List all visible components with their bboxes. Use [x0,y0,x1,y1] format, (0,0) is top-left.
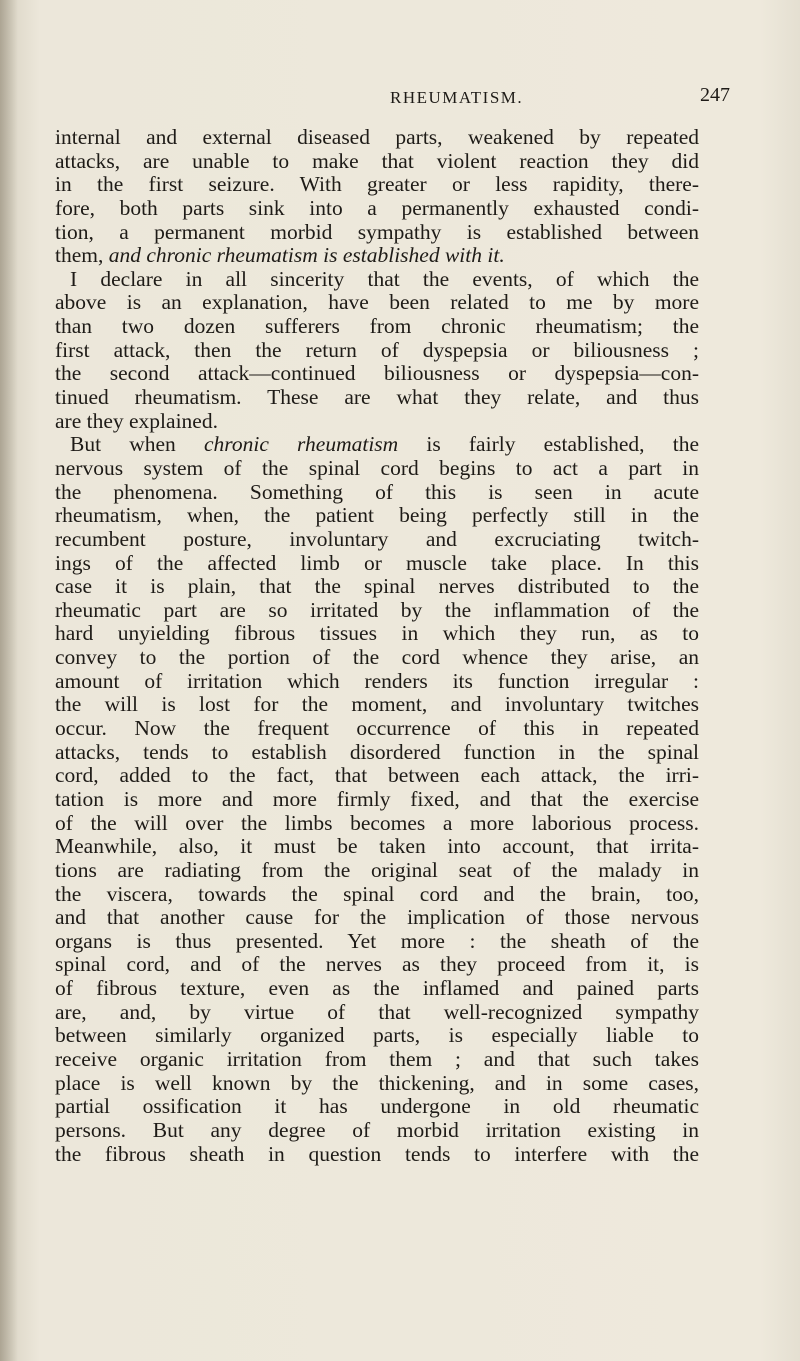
text-segment: is fairly established, the [398,432,699,457]
text-line: amount of irritation which renders its function irregular : [55,668,699,693]
text-line: in the first seizure. With greater or less rapidity, there- [55,172,699,197]
text-line [55,433,699,457]
running-title: RHEUMATISM. [390,88,524,107]
text-line: persons. But any degree of morbid irritation existing in [55,1117,699,1142]
text-line: are, and, by virtue of that well-recognized sympathy [55,999,699,1024]
text-line: place is well known by the thickening, and in some cases, [55,1070,699,1095]
text-line: hard unyielding fibrous tissues in which they run, as to [55,621,699,646]
body-text [55,126,699,1166]
text-line: recumbent posture, involuntary and excruciating twitch- [55,526,699,551]
italic-segment: and chronic rheumatism is established with it. [108,243,505,268]
text-line: rheumatic part are so irritated by the inflammation of the [55,597,699,622]
text-line: cord, added to the fact, that between each attack, the irri- [55,763,699,788]
text-line: between similarly organized parts, is especially liable to [55,1023,699,1048]
italic-segment: chronic rheumatism [204,432,399,457]
page-number: 247 [700,84,730,106]
text-line: ings of the affected limb or muscle take place. In this [55,550,699,575]
text-line: partial ossification it has undergone in old rheumatic [55,1094,699,1119]
text-line: tinued rheumatism. These are what they relate, and thus [55,385,699,410]
text-line: above is an explanation, have been related to me by more [55,290,699,315]
text-line: than two dozen sufferers from chronic rheumatism; the [55,314,699,339]
text-line: spinal cord, and of the nerves as they proceed from it, is [55,952,699,977]
text-line: receive organic irritation from them ; and that such takes [55,1046,699,1071]
text-line: attacks, are unable to make that violent reaction they did [55,148,699,173]
text-line: the viscera, towards the spinal cord and the brain, too, [55,881,699,906]
text-line: are they explained. [55,408,218,433]
text-line: organs is thus presented. Yet more : the sheath of the [55,928,699,953]
text-line [55,244,699,268]
text-line: and that another cause for the implication of those nervous [55,905,699,930]
text-line: tion, a permanent morbid sympathy is established between [55,219,699,244]
binding-shadow [0,0,18,1361]
text-segment: them, [55,243,109,268]
text-segment: But when [70,432,204,457]
text-line: the will is lost for the moment, and involuntary twitches [55,692,699,717]
text-line: fore, both parts sink into a permanently exhausted condi- [55,195,699,220]
text-line: first attack, then the return of dyspepsia or biliousness ; [55,337,699,362]
page-header [110,84,730,114]
text-line: rheumatism, when, the patient being perfectly still in the [55,503,699,528]
text-line: of fibrous texture, even as the inflamed and pained parts [55,976,699,1001]
text-line: tions are radiating from the original seat of the malady in [55,857,699,882]
text-line: nervous system of the spinal cord begins to act a part in [55,455,699,480]
text-line: occur. Now the frequent occurrence of this in repeated [55,716,699,741]
text-line: the fibrous sheath in question tends to interfere with the [55,1141,699,1166]
text-line: convey to the portion of the cord whence they arise, an [55,645,699,670]
text-line: the second attack—continued biliousness or dyspepsia—con- [55,361,699,386]
text-line: tation is more and more firmly fixed, and that the exercise [55,786,699,811]
text-line: of the will over the limbs becomes a more laborious process. [55,810,699,835]
text-line: Meanwhile, also, it must be taken into account, that irrita- [55,834,699,859]
text-line: case it is plain, that the spinal nerves distributed to the [55,574,699,599]
text-line: the phenomena. Something of this is seen in acute [55,479,699,504]
text-line: attacks, tends to establish disordered function in the spinal [55,739,699,764]
text-line: internal and external diseased parts, weakened by repeated [55,125,699,149]
text-line: I declare in all sincerity that the events, of which the [70,266,699,291]
